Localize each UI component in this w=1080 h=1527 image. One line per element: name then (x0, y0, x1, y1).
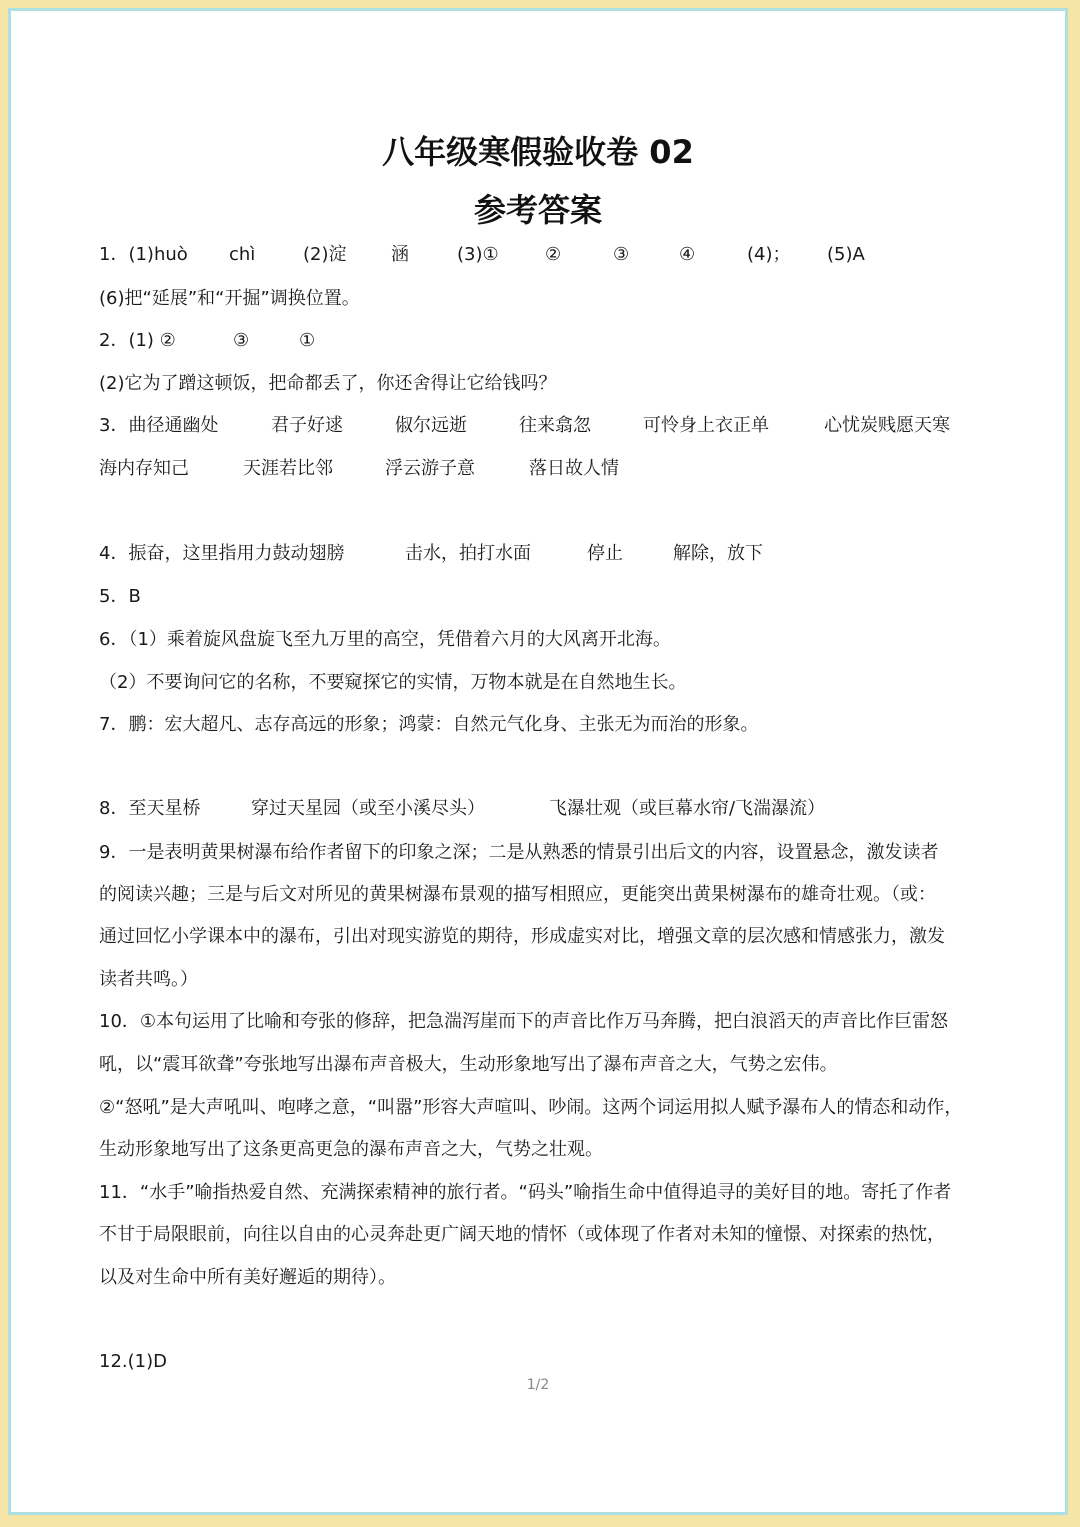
q4-item: 4．振奋，这里指用力鼓动翅膀 (99, 543, 345, 564)
q2-item: ③ (233, 330, 250, 351)
q11-line: 不甘于局限眼前，向往以自由的心灵奔赴更广阔天地的情怀（或体现了作者对未知的憧憬、对探索的热忱， (99, 1224, 945, 1245)
q4-item: 击水，拍打水面 (405, 543, 531, 564)
q9-line: 读者共鸣。） (99, 969, 198, 990)
q6-line2: （2）不要询问它的名称，不要窥探它的实情，万物本就是在自然地生长。 (99, 672, 687, 693)
q3-item: 心忧炭贱愿天寒 (824, 415, 950, 436)
q1-item: (4)； (747, 244, 791, 265)
q8-item: 飞瀑壮观（或巨幕水帘/飞湍瀑流） (549, 798, 826, 819)
q3-item: 君子好逑 (271, 415, 343, 436)
q1-item: ④ (679, 244, 696, 265)
q5-answer: 5．B (99, 586, 141, 607)
q6-line1: 6．（1）乘着旋风盘旋飞至九万里的高空，凭借着六月的大风离开北海。 (99, 629, 671, 650)
q2-item: 2．(1) ② (99, 330, 176, 351)
q3-item: 可怜身上衣正单 (643, 415, 769, 436)
q1-item: 涵 (391, 244, 409, 265)
q3-item: 3．曲径通幽处 (99, 415, 219, 436)
q1-item: chì (229, 244, 256, 265)
page-number: 1/2 (526, 1377, 550, 1393)
document-subtitle: 参考答案 (473, 191, 602, 229)
q1-line2: (6)把“延展”和“开掘”调换位置。 (99, 288, 360, 309)
q10-line: 生动形象地写出了这条更高更急的瀑布声音之大，气势之壮观。 (99, 1139, 603, 1160)
q1-item: (2)淀 (303, 244, 347, 265)
q9-line: 9．一是表明黄果树瀑布给作者留下的印象之深；二是从熟悉的情景引出后文的内容，设置悬念，激发读者 (99, 842, 939, 863)
q1-item: 1．(1)huò (99, 244, 188, 265)
q4-item: 停止 (587, 543, 623, 564)
q3-item: 海内存知己 (99, 458, 189, 479)
q8-item: 8．至天星桥 (99, 798, 201, 819)
q10-line: 10．①本句运用了比喻和夸张的修辞，把急湍泻崖而下的声音比作万马奔腾，把白浪滔天的声音比作巨雷怒 (99, 1011, 949, 1032)
q12-answer: 12.(1)D (99, 1351, 167, 1372)
q9-line: 的阅读兴趣；三是与后文对所见的黄果树瀑布景观的描写相照应，更能突出黄果树瀑布的雄奇壮观。（或： (99, 884, 936, 905)
q1-item: (5)A (827, 244, 865, 265)
q1-item: (3)① (457, 244, 499, 265)
q11-line: 以及对生命中所有美好邂逅的期待）。 (99, 1267, 396, 1288)
q10-line: ②“怒吼”是大声吼叫、咆哮之意，“叫嚣”形容大声喧叫、吵闹。这两个词运用拟人赋予瀑布人的情态和动作， (99, 1097, 963, 1118)
q2-item: ① (299, 330, 316, 351)
q8-item: 穿过天星园（或至小溪尽头） (251, 798, 485, 819)
q2-line2: (2)它为了蹭这顿饭，把命都丢了，你还舍得让它给钱吗？ (99, 373, 557, 394)
q3-item: 往来翕忽 (519, 415, 591, 436)
q4-item: 解除，放下 (673, 543, 763, 564)
q3-item: 天涯若比邻 (243, 458, 333, 479)
page-frame (8, 8, 1068, 1515)
document-page (11, 11, 1065, 1512)
document-title: 八年级寒假验收卷 02 (382, 133, 694, 171)
q3-item: 俶尔远逝 (395, 415, 467, 436)
q1-item: ② (545, 244, 562, 265)
q7-answer: 7．鹏：宏大超凡、志存高远的形象；鸿蒙：自然元气化身、主张无为而治的形象。 (99, 714, 759, 735)
q3-item: 落日故人情 (529, 458, 619, 479)
q10-line: 吼，以“震耳欲聋”夸张地写出瀑布声音极大，生动形象地写出了瀑布声音之大，气势之宏伟。 (99, 1054, 838, 1075)
q11-line: 11．“水手”喻指热爱自然、充满探索精神的旅行者。“码头”喻指生命中值得追寻的美好目的地。寄托了作者 (99, 1182, 952, 1203)
q3-item: 浮云游子意 (385, 458, 475, 479)
q9-line: 通过回忆小学课本中的瀑布，引出对现实游览的期待，形成虚实对比，增强文章的层次感和情感张力，激发 (99, 926, 945, 947)
q1-item: ③ (613, 244, 630, 265)
